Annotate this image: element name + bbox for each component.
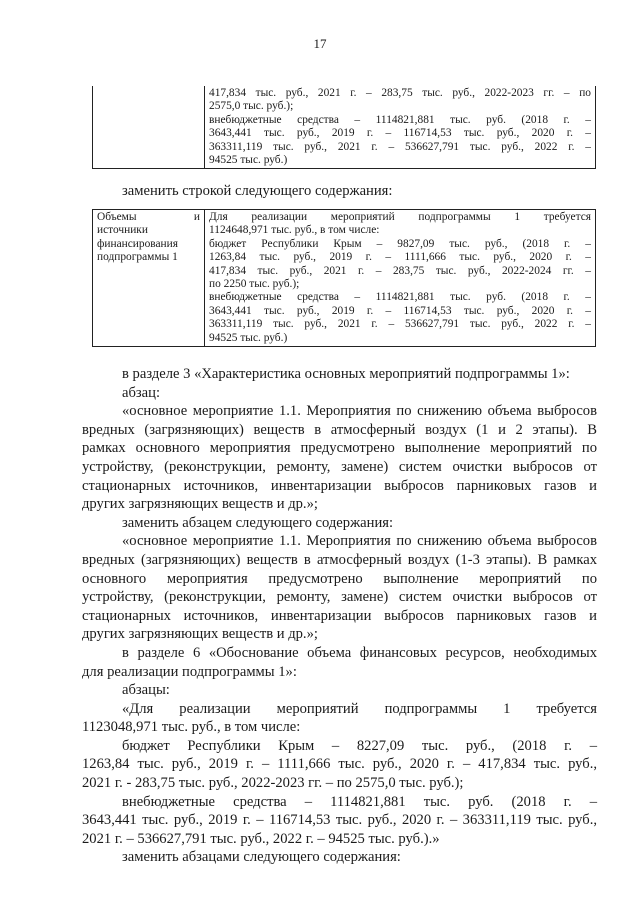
body-line: устройству, (реконструкции, ремонту, замене) систем очистки выбросов от — [82, 589, 597, 606]
new-table-right-cell — [205, 210, 596, 347]
body-line: стационарных источников, инвентаризации выбросов парниковых газов и — [82, 607, 597, 624]
body-line: рамках основного мероприятия предусмотрено выполнение мероприятий по — [82, 440, 597, 457]
body-line: заменить абзацами следующего содержания: — [122, 849, 401, 866]
body-line: других загрязняющих веществ и др.»; — [82, 626, 318, 643]
body-line: 2021 г. - 283,75 тыс. руб., 2022-2023 гг. – по 2575,0 тыс. руб.); — [82, 775, 464, 792]
table-line: 94525 тыс. руб.) — [209, 331, 288, 344]
table-line: 1263,84 тыс. руб., 2019 г. – 1111,666 тыс. руб., 2020 г. – — [209, 251, 591, 264]
table-line: 417,834 тыс. руб., 2021 г. – 283,75 тыс. руб., 2022-2023 гг. – по — [209, 87, 591, 99]
body-line: «основное мероприятие 1.1. Мероприятия по снижению объема выбросов — [122, 533, 597, 550]
table-line: бюджет Республики Крым – 9827,09 тыс. руб., (2018 г. – — [209, 237, 591, 250]
body-line: бюджет Республики Крым – 8227,09 тыс. руб., (2018 г. – — [122, 737, 597, 754]
table-line: 417,834 тыс. руб., 2021 г. – 283,75 тыс. руб., 2022-2024 гг. – — [209, 264, 591, 277]
new-table-left-cell — [93, 210, 205, 347]
body-line: основного мероприятия предусмотрено выполнение мероприятий по — [82, 570, 597, 587]
body-line: вредных (загрязняющих) веществ в атмосферный воздух (1-3 этапы). В рамках — [82, 551, 597, 568]
body-line: вредных (загрязняющих) веществ в атмосферный воздух (1 и 2 этапы). В — [82, 421, 597, 438]
table-line: 3643,441 тыс. руб., 2019 г. – 116714,53 тыс. руб., 2020 г. – — [209, 127, 591, 140]
replace-row-instruction: заменить строкой следующего содержания: — [122, 183, 393, 199]
table-line: внебюджетные средства – 1114821,881 тыс. руб. (2018 г. – — [209, 291, 591, 304]
body-line: для реализации подпрограммы 1»: — [82, 663, 297, 680]
old-table-right-cell — [205, 86, 596, 169]
old-financing-table — [92, 86, 596, 169]
body-line: абзац: — [122, 384, 161, 401]
body-text — [82, 365, 597, 867]
table-line: Объемы и — [97, 211, 200, 223]
table-line: Для реализации мероприятий подпрограммы 1 требуется — [209, 211, 591, 223]
body-line: стационарных источников, инвентаризации выбросов парниковых газов и — [82, 477, 597, 494]
table-line: источники — [97, 224, 148, 237]
body-line: в разделе 6 «Обоснование объема финансовых ресурсов, необходимых — [122, 644, 597, 661]
body-line: «основное мероприятие 1.1. Мероприятия по снижению объема выбросов — [122, 403, 597, 420]
body-line: 1263,84 тыс. руб., 2019 г. – 1111,666 тыс. руб., 2020 г. – 417,834 тыс. руб., — [82, 756, 597, 773]
table-line: 94525 тыс. руб.) — [209, 154, 288, 167]
body-line: абзацы: — [122, 682, 170, 699]
body-line: 1123048,971 тыс. руб., в том числе: — [82, 719, 301, 736]
table-line: 363311,119 тыс. руб., 2021 г. – 536627,791 тыс. руб., 2022 г. – — [209, 318, 591, 331]
body-line: 2021 г. – 536627,791 тыс. руб., 2022 г. – 94525 тыс. руб.).» — [82, 830, 440, 847]
body-line: 3643,441 тыс. руб., 2019 г. – 116714,53 тыс. руб., 2020 г. – 363311,119 тыс. руб., — [82, 812, 597, 829]
body-line: внебюджетные средства – 1114821,881 тыс. руб. (2018 г. – — [122, 793, 597, 810]
new-financing-table — [92, 209, 596, 347]
table-line: 363311,119 тыс. руб., 2021 г. – 536627,791 тыс. руб., 2022 г. – — [209, 140, 591, 153]
page-number: 17 — [313, 36, 327, 51]
table-line: по 2250 тыс. руб.); — [209, 278, 300, 291]
table-line: 3643,441 тыс. руб., 2019 г. – 116714,53 тыс. руб., 2020 г. – — [209, 304, 591, 317]
body-line: в разделе 3 «Характеристика основных мероприятий подпрограммы 1»: — [122, 366, 570, 382]
body-line: других загрязняющих веществ и др.»; — [82, 496, 318, 513]
table-line: подпрограммы 1 — [97, 251, 178, 264]
table-line: 1124648,971 тыс. руб., в том числе: — [209, 224, 380, 237]
body-line: заменить абзацем следующего содержания: — [122, 514, 394, 531]
old-table-left-cell — [93, 86, 205, 169]
body-line: устройству, (реконструкции, ремонту, замене) систем очистки выбросов от — [82, 458, 597, 475]
table-line: внебюджетные средства – 1114821,881 тыс. руб. (2018 г. – — [209, 113, 591, 126]
table-line: 2575,0 тыс. руб.); — [209, 100, 294, 113]
body-line: «Для реализации мероприятий подпрограммы 1 требуется — [122, 700, 597, 717]
table-line: финансирования — [97, 237, 178, 250]
